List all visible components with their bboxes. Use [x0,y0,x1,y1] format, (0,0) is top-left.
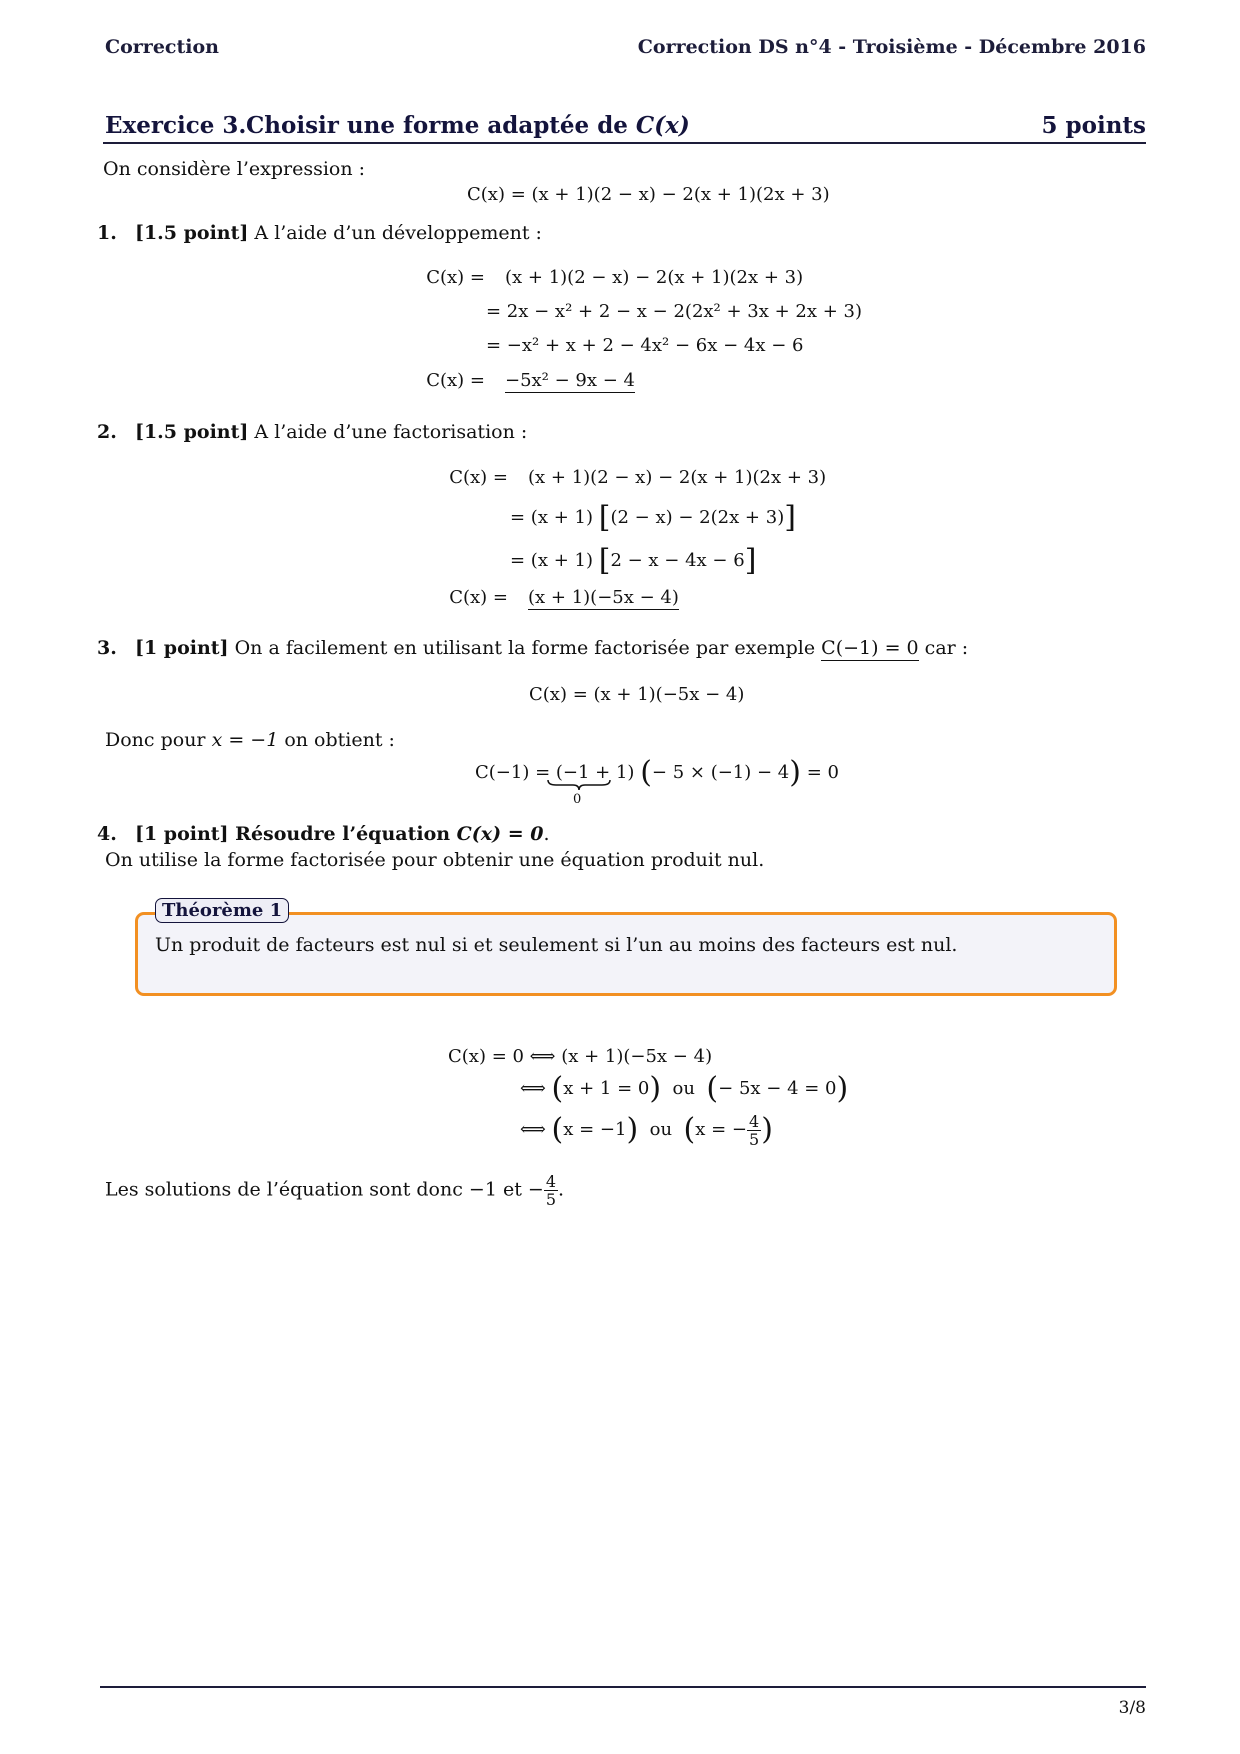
theorem-text: Un produit de facteurs est nul si et seulement si l’un au moins des facteurs est nul. [155,934,958,956]
q3-factor-zero: (−1 + 1) [555,762,635,783]
fraction: $\frac{4}{5}$ [749,1111,760,1149]
conclusion: Les solutions de l’équation sont donc −1 et − $\frac{4}{5}$ . [105,1172,565,1209]
q3-highlight: C(−1) = 0 [821,637,919,659]
q1-number: 1. [97,222,117,244]
q4-heading: 4. [1 point] Résoudre l’équation C(x) = 0. [97,823,550,845]
q2-line-3: = (x + 1) [2 − x − 4x − 6] [510,543,757,578]
q2-text: A l’aide d’une factorisation : [248,421,528,443]
theorem-label: Théorème 1 [155,898,289,923]
page-number: 3/8 [1118,1698,1146,1718]
exercise-number: Exercice 3. [105,112,247,139]
q4-text: On utilise la forme factorisée pour obtenir une équation produit nul. [105,849,765,871]
header-left: Correction [105,36,219,58]
q1-result: −5x² − 9x − 4 [505,370,636,391]
underbrace-label: 0 [573,792,582,807]
main-expression: C(x) = (x + 1)(2 − x) − 2(x + 1)(2x + 3) [467,184,830,205]
q3-number: 3. [97,637,117,659]
solve-line-2: ⟺ (x + 1 = 0) ou (− 5x − 4 = 0) [520,1071,849,1106]
footer-rule [100,1686,1146,1688]
q1-heading [97,222,542,244]
title-rule [103,142,1146,144]
q1-line-1: (x + 1)(2 − x) − 2(x + 1)(2x + 3) [505,267,804,288]
solve-line-1: C(x) = 0 ⟺ (x + 1)(−5x − 4) [448,1046,713,1067]
q2-heading [97,421,527,443]
exercise-title: Choisir une forme adaptée de C(x) [246,112,690,139]
underbrace [546,778,612,792]
q4-title: Résoudre l’équation [228,823,457,845]
q2-line-1: (x + 1)(2 − x) − 2(x + 1)(2x + 3) [528,467,827,488]
conclusion-fraction: $\frac{4}{5}$ [545,1172,556,1209]
exercise-points: 5 points [1041,112,1146,139]
intro-text: On considère l’expression : [103,158,366,180]
q2-lhs-1: C(x) = [449,467,508,488]
q3-text: On a facilement en utilisant la forme factorisée par exemple [228,637,822,659]
q2-points: [1.5 point] [134,421,249,443]
exercise-title-math: C(x) [635,112,690,139]
q4-points: [1 point] [134,823,229,845]
solve-line-3: ⟺ (x = −1) ou (x = − $\frac{4}{5}$ ) [520,1111,773,1149]
q2-line-2: = (x + 1) [(2 − x) − 2(2x + 3)] [510,500,796,535]
q2-result: (x + 1)(−5x − 4) [528,587,679,608]
q1-line-3: = −x² + x + 2 − 4x² − 6x − 4x − 6 [486,335,804,356]
q3-heading [97,637,968,659]
q1-lhs-1: C(x) = [426,267,485,288]
q3-expression: C(x) = (x + 1)(−5x − 4) [529,684,745,705]
q3-donc: Donc pour x = −1 on obtient : [105,729,395,751]
q2-lhs-4: C(x) = [449,587,508,608]
q1-line-2: = 2x − x² + 2 − x − 2(2x² + 3x + 2x + 3) [486,301,863,322]
q1-lhs-4: C(x) = [426,370,485,391]
header-right: Correction DS n°4 - Troisième - Décembre 2016 [637,36,1146,58]
q3-calculation: C(−1) = (−1 + 1) (− 5 × (−1) − 4) = 0 [475,755,839,790]
q3-text-end: car : [918,637,969,659]
q2-number: 2. [97,421,117,443]
q4-number: 4. [97,823,117,845]
q4-title-math: C(x) = 0 [456,823,544,845]
q1-text: A l’aide d’un développement : [248,222,542,244]
q1-points: [1.5 point] [134,222,249,244]
q3-points: [1 point] [134,637,229,659]
